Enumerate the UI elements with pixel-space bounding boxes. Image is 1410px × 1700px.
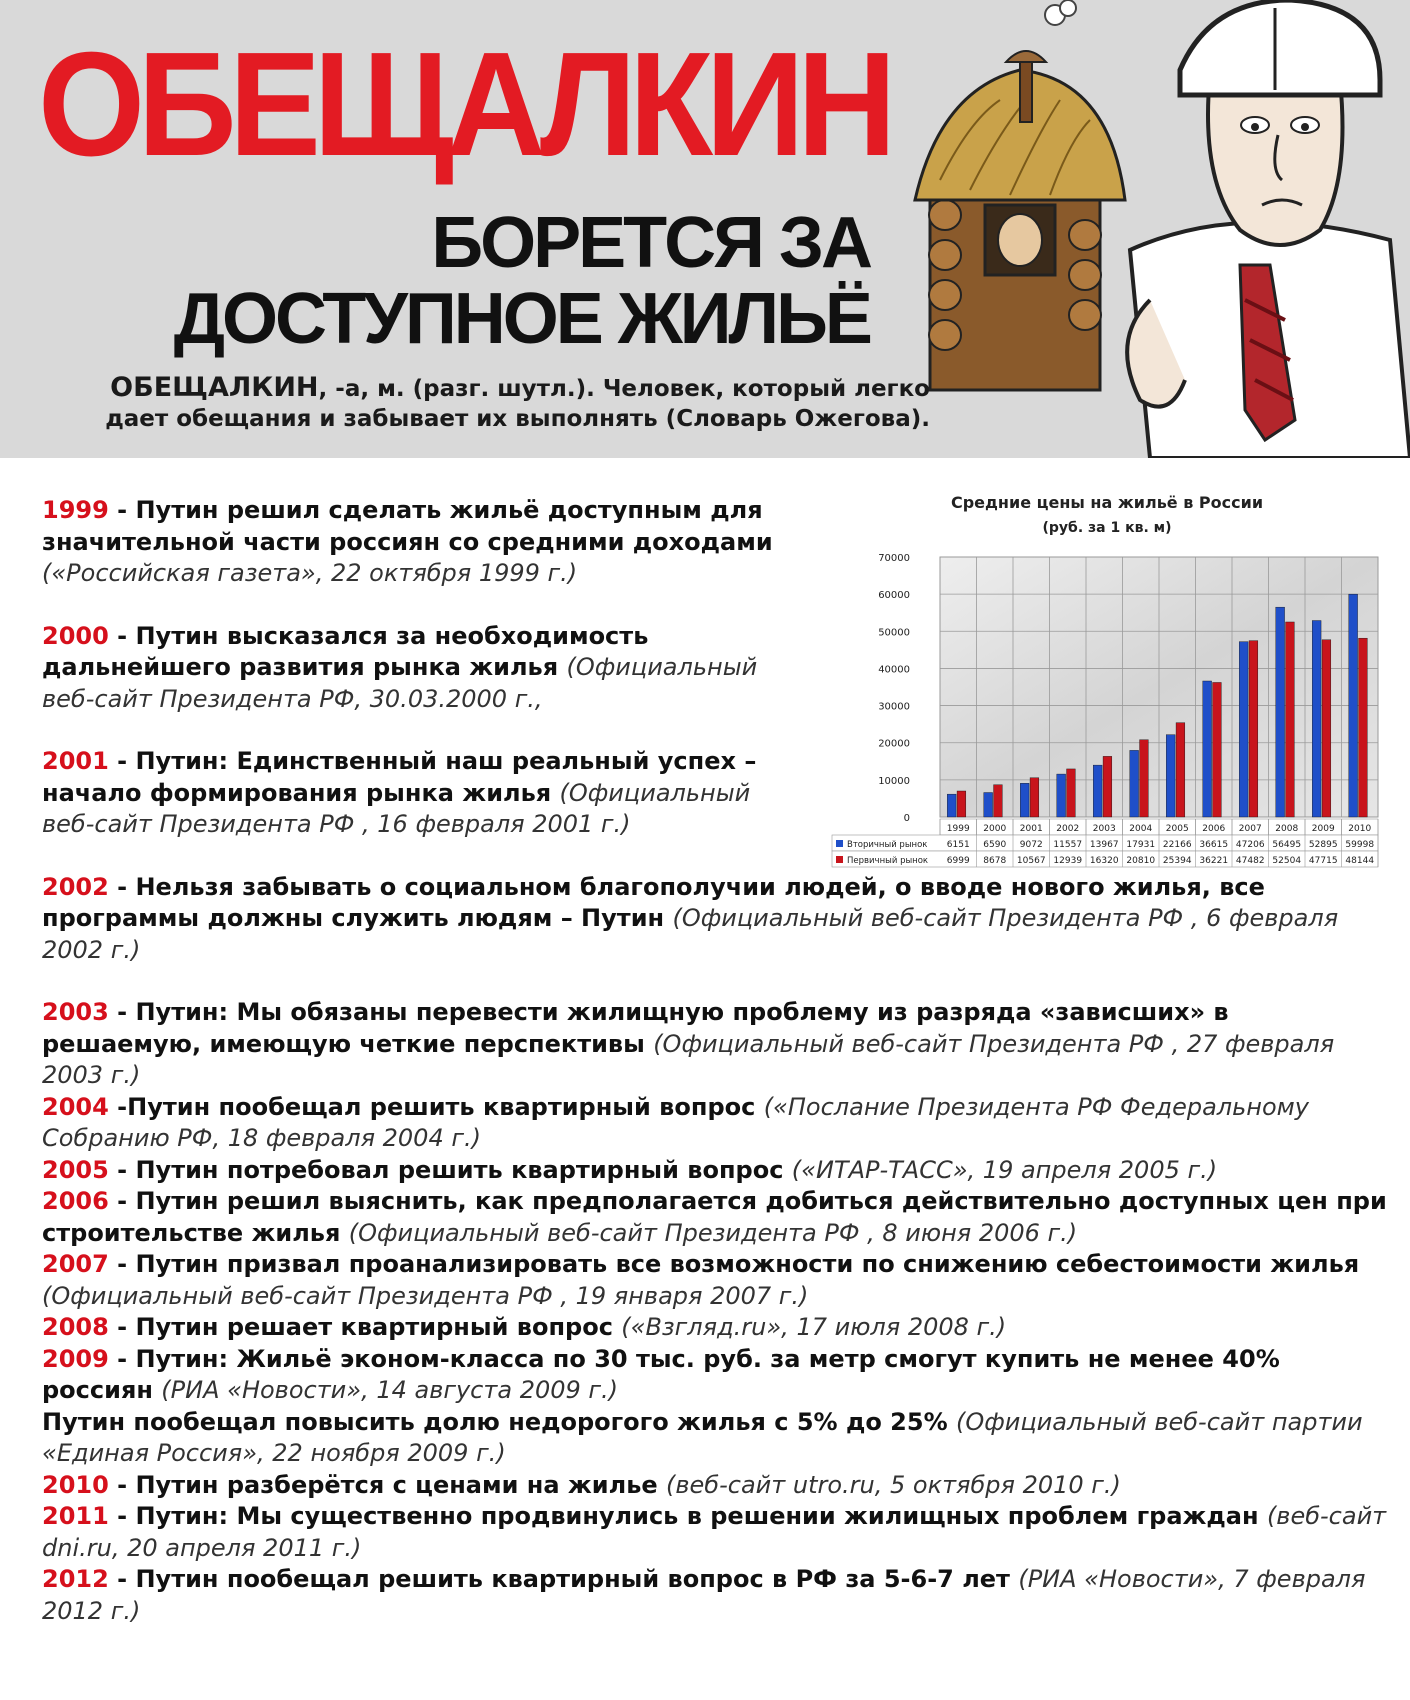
data-label: 8678 — [983, 856, 1007, 866]
bar-secondary — [984, 793, 993, 817]
x-tick-label: 2006 — [1202, 824, 1226, 834]
x-tick-label: 2004 — [1129, 824, 1153, 834]
data-table — [832, 819, 1378, 867]
bar-primary — [1103, 756, 1112, 817]
y-tick-label: 20000 — [878, 738, 910, 750]
timeline-entry-2000 — [42, 621, 802, 716]
data-label: 22166 — [1162, 840, 1192, 850]
timeline-source: (Официальный веб-сайт партии «Единая Россия», 22 ноября 2009 г.) — [42, 1407, 1363, 1467]
bar-primary — [994, 785, 1003, 817]
timeline-year: 2009 — [42, 1344, 109, 1373]
timeline-year: 2002 — [42, 872, 109, 901]
timeline-entry-2011 — [42, 1501, 1392, 1564]
data-label: 47482 — [1235, 856, 1265, 866]
data-label: 36221 — [1199, 856, 1229, 866]
bar-secondary — [1130, 750, 1139, 817]
timeline-entry-2008 — [42, 1312, 1392, 1344]
data-label: 17931 — [1126, 840, 1156, 850]
page-title: ОБЕЩАЛКИН — [38, 22, 890, 187]
timeline-text: - Путин решил выяснить, как предполагается добиться действительно доступных цен при строительстве жилья — [42, 1187, 1387, 1247]
data-label: 6999 — [946, 856, 970, 866]
timeline-source: (Официальный веб-сайт Президента РФ , 27 февраля 2003 г.) — [42, 1029, 1335, 1089]
data-label: 16320 — [1089, 856, 1119, 866]
bar-secondary — [1057, 774, 1066, 817]
timeline-source: (Официальный веб-сайт Президента РФ , 16 февраля 2001 г.) — [42, 778, 751, 838]
timeline-entry-2009-b — [42, 1407, 1392, 1470]
timeline-text: - Путин: Жильё эконом-класса по 30 тыс. руб. за метр смогут купить не менее 40% россиян — [42, 1344, 1280, 1404]
data-label: 52504 — [1272, 856, 1302, 866]
data-label: 52895 — [1308, 840, 1338, 850]
timeline-year: 2005 — [42, 1155, 109, 1184]
timeline-source: («Послание Президента РФ Федеральному Собранию РФ, 18 февраля 2004 г.) — [42, 1092, 1309, 1152]
timeline-source: (веб-сайт dni.ru, 20 апреля 2011 г.) — [42, 1502, 1387, 1562]
legend-label: Первичный рынок — [847, 856, 929, 866]
timeline-entry-2006 — [42, 1186, 1392, 1249]
timeline-text: -Путин пообещал решить квартирный вопрос — [108, 1092, 764, 1121]
timeline-source: (Официальный веб-сайт Президента РФ , 19 января 2007 г.) — [42, 1281, 809, 1310]
x-tick-label: 2003 — [1092, 824, 1116, 834]
y-tick-label: 10000 — [878, 775, 910, 787]
timeline-entry-2010 — [42, 1470, 1392, 1502]
y-tick-label: 70000 — [878, 553, 910, 564]
header-banner — [0, 0, 1410, 458]
definition-term: ОБЕЩАЛКИН — [110, 372, 319, 403]
timeline-entry-2012 — [42, 1564, 1392, 1627]
bar-secondary — [1312, 621, 1321, 817]
timeline-source: (веб-сайт utro.ru, 5 октября 2010 г.) — [666, 1470, 1121, 1499]
bar-secondary — [1166, 735, 1175, 817]
bar-secondary — [1093, 765, 1102, 817]
x-tick-label: 2000 — [983, 824, 1007, 834]
data-label: 6590 — [983, 840, 1007, 850]
definition-text: , -а, м. (разг. шутл.). Человек, который легко дает обещания и забывает их выполнять (Словарь Ожегова). — [105, 376, 930, 432]
dictionary-definition — [50, 373, 930, 434]
y-axis-ticks — [878, 553, 910, 824]
bar-secondary — [947, 794, 956, 817]
timeline-year: 2012 — [42, 1565, 109, 1593]
x-tick-label: 2001 — [1019, 824, 1043, 834]
timeline-source: («Взгляд.ru», 17 июля 2008 г.) — [621, 1313, 1007, 1341]
y-tick-label: 30000 — [878, 701, 910, 713]
data-label: 6151 — [946, 840, 970, 850]
data-label: 56495 — [1272, 840, 1302, 850]
y-tick-label: 60000 — [878, 590, 910, 602]
timeline-entry-2007 — [42, 1249, 1392, 1312]
timeline-year: 2000 — [42, 621, 109, 650]
timeline-text: Путин пообещал повысить долю недорогого жилья с 5% до 25% — [42, 1407, 956, 1436]
timeline-year: 2007 — [42, 1250, 109, 1278]
timeline-text: - Путин: Мы обязаны перевести жилищную проблему из разряда «зависших» в решаемую, имеющую четкие перспективы — [42, 998, 1229, 1058]
x-tick-label: 2005 — [1165, 824, 1189, 834]
bar-secondary — [1020, 783, 1029, 817]
y-tick-label: 0 — [903, 813, 910, 824]
timeline-entry-2005 — [42, 1155, 1392, 1187]
timeline-text: - Путин: Мы существенно продвинулись в решении жилищных проблем граждан — [108, 1502, 1267, 1530]
data-label: 13967 — [1089, 840, 1119, 850]
data-label: 47715 — [1308, 856, 1338, 866]
timeline-year: 2004 — [42, 1092, 109, 1121]
timeline-entry-2009 — [42, 1344, 1392, 1407]
timeline-entry-2002 — [42, 872, 1392, 967]
bar-primary — [957, 791, 966, 817]
thatched-hut-icon — [915, 0, 1125, 390]
timeline-year: 2010 — [42, 1470, 109, 1499]
chart-title: Средние цены на жильё в России — [950, 493, 1264, 512]
timeline-entry-1999 — [42, 495, 802, 590]
data-label: 47206 — [1235, 840, 1265, 850]
timeline-source: (Официальный веб-сайт Президента РФ , 6 февраля 2002 г.) — [42, 904, 1339, 964]
timeline-text: - Путин разберётся с ценами на жилье — [108, 1470, 667, 1499]
data-label: 25394 — [1162, 856, 1192, 866]
timeline-entry-2004 — [42, 1092, 1392, 1155]
data-label: 36615 — [1199, 840, 1229, 850]
timeline-text: - Путин пообещал решить квартирный вопрос в РФ за 5-6-7 лет — [108, 1565, 1019, 1593]
bar-primary — [1359, 638, 1368, 817]
price-chart — [820, 490, 1395, 880]
y-tick-label: 50000 — [878, 627, 910, 639]
bar-secondary — [1239, 642, 1248, 817]
x-tick-label: 2007 — [1238, 824, 1262, 834]
bar-secondary — [1203, 681, 1212, 817]
x-tick-label: 2010 — [1348, 824, 1372, 834]
data-label: 9072 — [1019, 840, 1043, 850]
chart-subtitle: (руб. за 1 кв. м) — [1042, 520, 1172, 536]
bar-primary — [1322, 640, 1331, 817]
bar-primary — [1030, 778, 1039, 817]
data-label: 48144 — [1345, 856, 1375, 866]
x-tick-label: 1999 — [946, 824, 970, 834]
bar-primary — [1067, 769, 1076, 817]
timeline-source: («Российская газета», 22 октября 1999 г.) — [42, 559, 578, 587]
timeline-year: 2006 — [42, 1187, 109, 1215]
data-label: 59998 — [1345, 840, 1375, 850]
timeline-entry-2003 — [42, 997, 1392, 1092]
bar-primary — [1176, 723, 1185, 817]
timeline-text: - Нельзя забывать о социальном благополучии людей, о вводе нового жилья, все программы должны служить людям – Путин — [42, 872, 1265, 932]
cartoon-man-icon — [1127, 0, 1410, 458]
page-subtitle: БОРЕТСЯ ЗА ДОСТУПНОЕ ЖИЛЬЁ — [173, 203, 870, 359]
timeline-year: 2008 — [42, 1313, 109, 1341]
legend-swatch — [836, 840, 843, 847]
bar-primary — [1249, 641, 1258, 817]
legend-swatch — [836, 856, 843, 863]
timeline-text: - Путин: Единственный наш реальный успех – начало формирования рынка жилья — [42, 747, 757, 807]
bar-secondary — [1349, 594, 1358, 817]
data-label: 10567 — [1016, 856, 1046, 866]
timeline-year: 1999 — [42, 496, 109, 524]
timeline-text: - Путин решает квартирный вопрос — [108, 1313, 622, 1341]
bar-primary — [1213, 682, 1222, 817]
data-label: 20810 — [1126, 856, 1156, 866]
x-tick-label: 2008 — [1275, 824, 1299, 834]
x-tick-label: 2002 — [1056, 824, 1080, 834]
timeline-year: 2011 — [42, 1502, 109, 1530]
timeline-year: 2003 — [42, 998, 109, 1026]
timeline-entry-2001 — [42, 746, 802, 841]
data-label: 11557 — [1053, 840, 1083, 850]
timeline-source: (Официальный веб-сайт Президента РФ, 30.03.2000 г., — [42, 653, 758, 713]
timeline-text: - Путин призвал проанализировать все возможности по снижению себестоимости жилья — [108, 1250, 1360, 1278]
bar-primary — [1286, 622, 1295, 817]
data-label: 12939 — [1053, 856, 1083, 866]
bar-secondary — [1276, 607, 1285, 817]
timeline-text: - Путин решил сделать жильё доступным для значительной части россиян со средними доходами — [42, 496, 773, 556]
timeline-text: - Путин потребовал решить квартирный вопрос — [108, 1155, 792, 1184]
timeline-source: (РИА «Новости», 14 августа 2009 г.) — [161, 1376, 618, 1404]
bar-primary — [1140, 740, 1149, 817]
timeline-year: 2001 — [42, 747, 109, 775]
timeline-source: (РИА «Новости», 7 февраля 2012 г.) — [42, 1565, 1366, 1625]
legend-label: Вторичный рынок — [847, 840, 928, 850]
caricature-hardhat-man-with-hut-icon — [910, 0, 1410, 458]
x-tick-label: 2009 — [1311, 824, 1335, 834]
timeline-text: - Путин высказался за необходимость дальнейшего развития рынка жилья — [42, 621, 649, 681]
timeline-source: (Официальный веб-сайт Президента РФ , 8 июня 2006 г.) — [348, 1218, 1078, 1247]
y-tick-label: 40000 — [878, 664, 910, 676]
timeline-source: («ИТАР-ТАСС», 19 апреля 2005 г.) — [791, 1155, 1218, 1184]
